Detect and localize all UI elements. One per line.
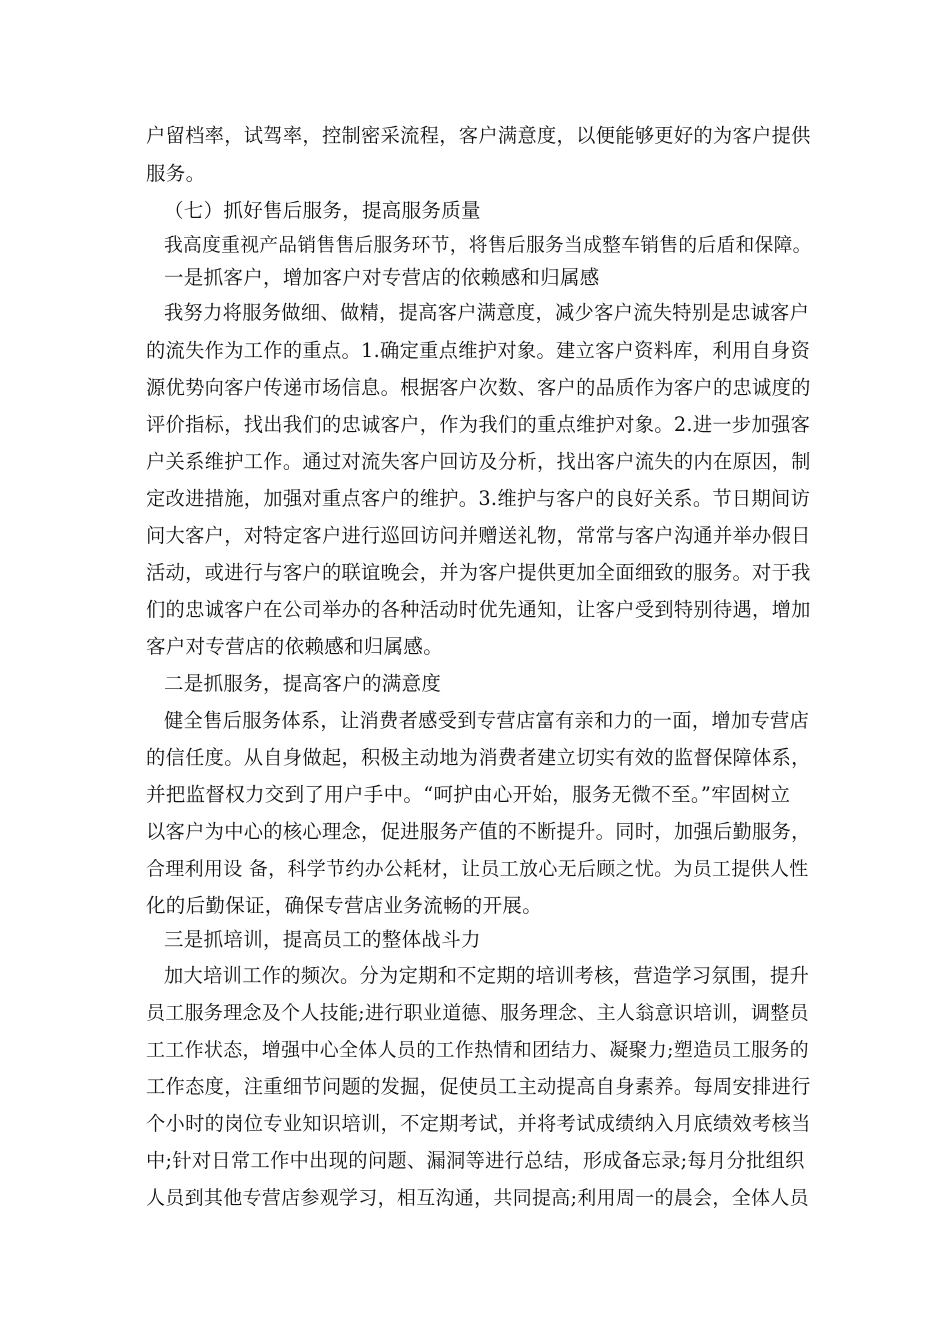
subsection-heading: 三是抓培训，提高员工的整体战斗力 xyxy=(164,928,481,951)
body-text-line: 个小时的岗位专业知识培训，不定期考试，并将考试成绩纳入月底绩效考核当 xyxy=(146,1112,811,1135)
body-text-line: 户关系维护工作。通过对流失客户回访及分析，找出客户流失的内在原因，制 xyxy=(146,450,811,473)
body-text-line: 活动，或进行与客户的联谊晚会，并为客户提供更加全面细致的服务。对于我 xyxy=(146,561,811,584)
body-text-line: 工作态度，注重细节问题的发掘，促使员工主动提高自身素养。每周安排进行 xyxy=(146,1075,811,1098)
subsection-heading: 二是抓服务，提高客户的满意度 xyxy=(164,672,442,695)
body-text-line: 化的后勤保证，确保专营店业务流畅的开展。 xyxy=(146,894,543,917)
body-text-line: 的流失作为工作的重点。1.确定重点维护对象。建立客户资料库，利用自身资 xyxy=(146,339,811,362)
body-text-line: 我努力将服务做细、做精，提高客户满意度，减少客户流失特别是忠诚客户 xyxy=(164,301,810,324)
body-text-line: 源优势向客户传递市场信息。根据客户次数、客户的品质作为客户的忠诚度的 xyxy=(146,376,811,399)
body-text-line: 的信任度。从自身做起，积极主动地为消费者建立切实有效的监督保障体系， xyxy=(146,746,811,769)
body-text-line: 问大客户，对特定客户进行巡回访问并赠送礼物，常常与客户沟通并举办假日 xyxy=(146,524,811,547)
body-text-line: 我高度重视产品销售售后服务环节，将售后服务当成整车销售的后盾和保障。 xyxy=(164,235,812,256)
body-text-line: 服务。 xyxy=(146,162,206,185)
body-text-line: 合理利用设 备，科学节约办公耗材，让员工放心无后顾之忧。为员工提供人性 xyxy=(146,858,809,880)
body-text-line: 加大培训工作的频次。分为定期和不定期的培训考核，营造学习氛围，提升 xyxy=(164,964,810,987)
body-text-line: 们的忠诚客户在公司举办的各种活动时优先通知，让客户受到特别待遇，增加 xyxy=(146,598,811,621)
body-text-line: 工工作状态，增强中心全体人员的工作热情和团结力、凝聚力;塑造员工服务的 xyxy=(146,1039,809,1061)
subsection-heading: 一是抓客户，增加客户对专营店的依赖感和归属感 xyxy=(164,266,600,289)
body-text-line: 户留档率，试驾率，控制密采流程，客户满意度，以便能够更好的为客户提供 xyxy=(146,124,811,147)
body-text-line: 定改进措施，加强对重点客户的维护。3.维护与客户的良好关系。节日期间访 xyxy=(146,487,811,510)
body-text-line: 员工服务理念及个人技能;进行职业道德、服务理念、主人翁意识培训，调整员 xyxy=(146,1002,809,1024)
body-text-line: 客户对专营店的依赖感和归属感。 xyxy=(146,635,444,658)
body-text-line: 健全售后服务体系，让消费者感受到专营店富有亲和力的一面，增加专营店 xyxy=(164,709,810,732)
body-text-line: 人员到其他专营店参观学习，相互沟通，共同提高;利用周一的晨会，全体人员 xyxy=(146,1187,809,1209)
body-text-line: 并把监督权力交到了用户手中。“呵护由心开始，服务无微不至。”牢固树立 xyxy=(146,783,791,806)
body-text-line: 以客户为中心的核心理念，促进服务产值的不断提升。同时，加强后勤服务， xyxy=(146,820,811,843)
body-text-line: 中;针对日常工作中出现的问题、漏洞等进行总结，形成备忘录;每月分批组织 xyxy=(146,1149,805,1172)
body-text-line: 评价指标，找出我们的忠诚客户，作为我们的重点维护对象。2.进一步加强客 xyxy=(146,413,811,436)
section-heading: （七）抓好售后服务，提高服务质量 xyxy=(164,199,481,222)
